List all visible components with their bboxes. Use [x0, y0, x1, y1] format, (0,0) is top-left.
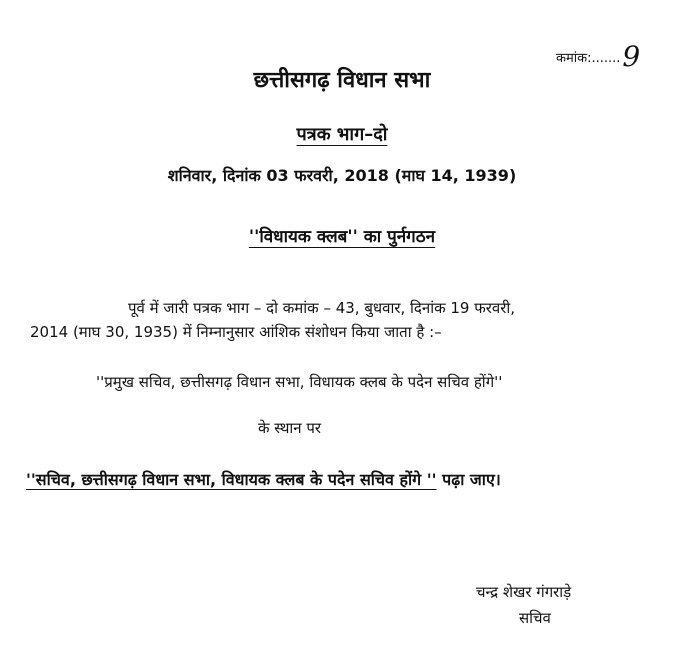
document-subtitle — [0, 122, 684, 146]
serial-number-handwritten: 9 — [622, 40, 641, 73]
paragraph-line-2: 2014 (माघ 30, 1935) में निम्नानुसार आंशिक संशोधन किया जाता है :– — [30, 323, 442, 341]
new-text-quote-underlined: ''सचिव, छत्तीसगढ़ विधान सभा, विधायक क्लब के पदेन सचिव होंगे '' — [26, 470, 437, 489]
date-line: शनिवार, दिनांक 03 फरवरी, 2018 (माघ 14, 1939) — [167, 166, 517, 185]
signatory-name: चन्द्र शेखर गंगराड़े — [476, 583, 572, 601]
serial-label: कमांक:....... — [556, 51, 621, 66]
section-heading — [0, 224, 684, 247]
new-text-quote — [26, 468, 501, 490]
signatory-title: सचिव — [519, 609, 551, 627]
new-text-quote-suffix: पढ़ा जाए। — [436, 470, 501, 489]
old-text-quote: ''प्रमुख सचिव, छत्तीसगढ़ विधान सभा, विधायक क्लब के पदेन सचिव होंगे'' — [96, 373, 503, 391]
document-title: छत्तीसगढ़ विधान सभा — [253, 68, 431, 93]
paragraph-line-1: पूर्व में जारी पत्रक भाग – दो कमांक – 43, बुधवार, दिनांक 19 फरवरी, — [128, 299, 516, 317]
instead-of-label: के स्थान पर — [258, 419, 322, 437]
subtitle-text: पत्रक भाग–दो — [296, 124, 388, 145]
heading-text: ''विधायक क्लब'' का पुर्नगठन — [248, 227, 436, 247]
